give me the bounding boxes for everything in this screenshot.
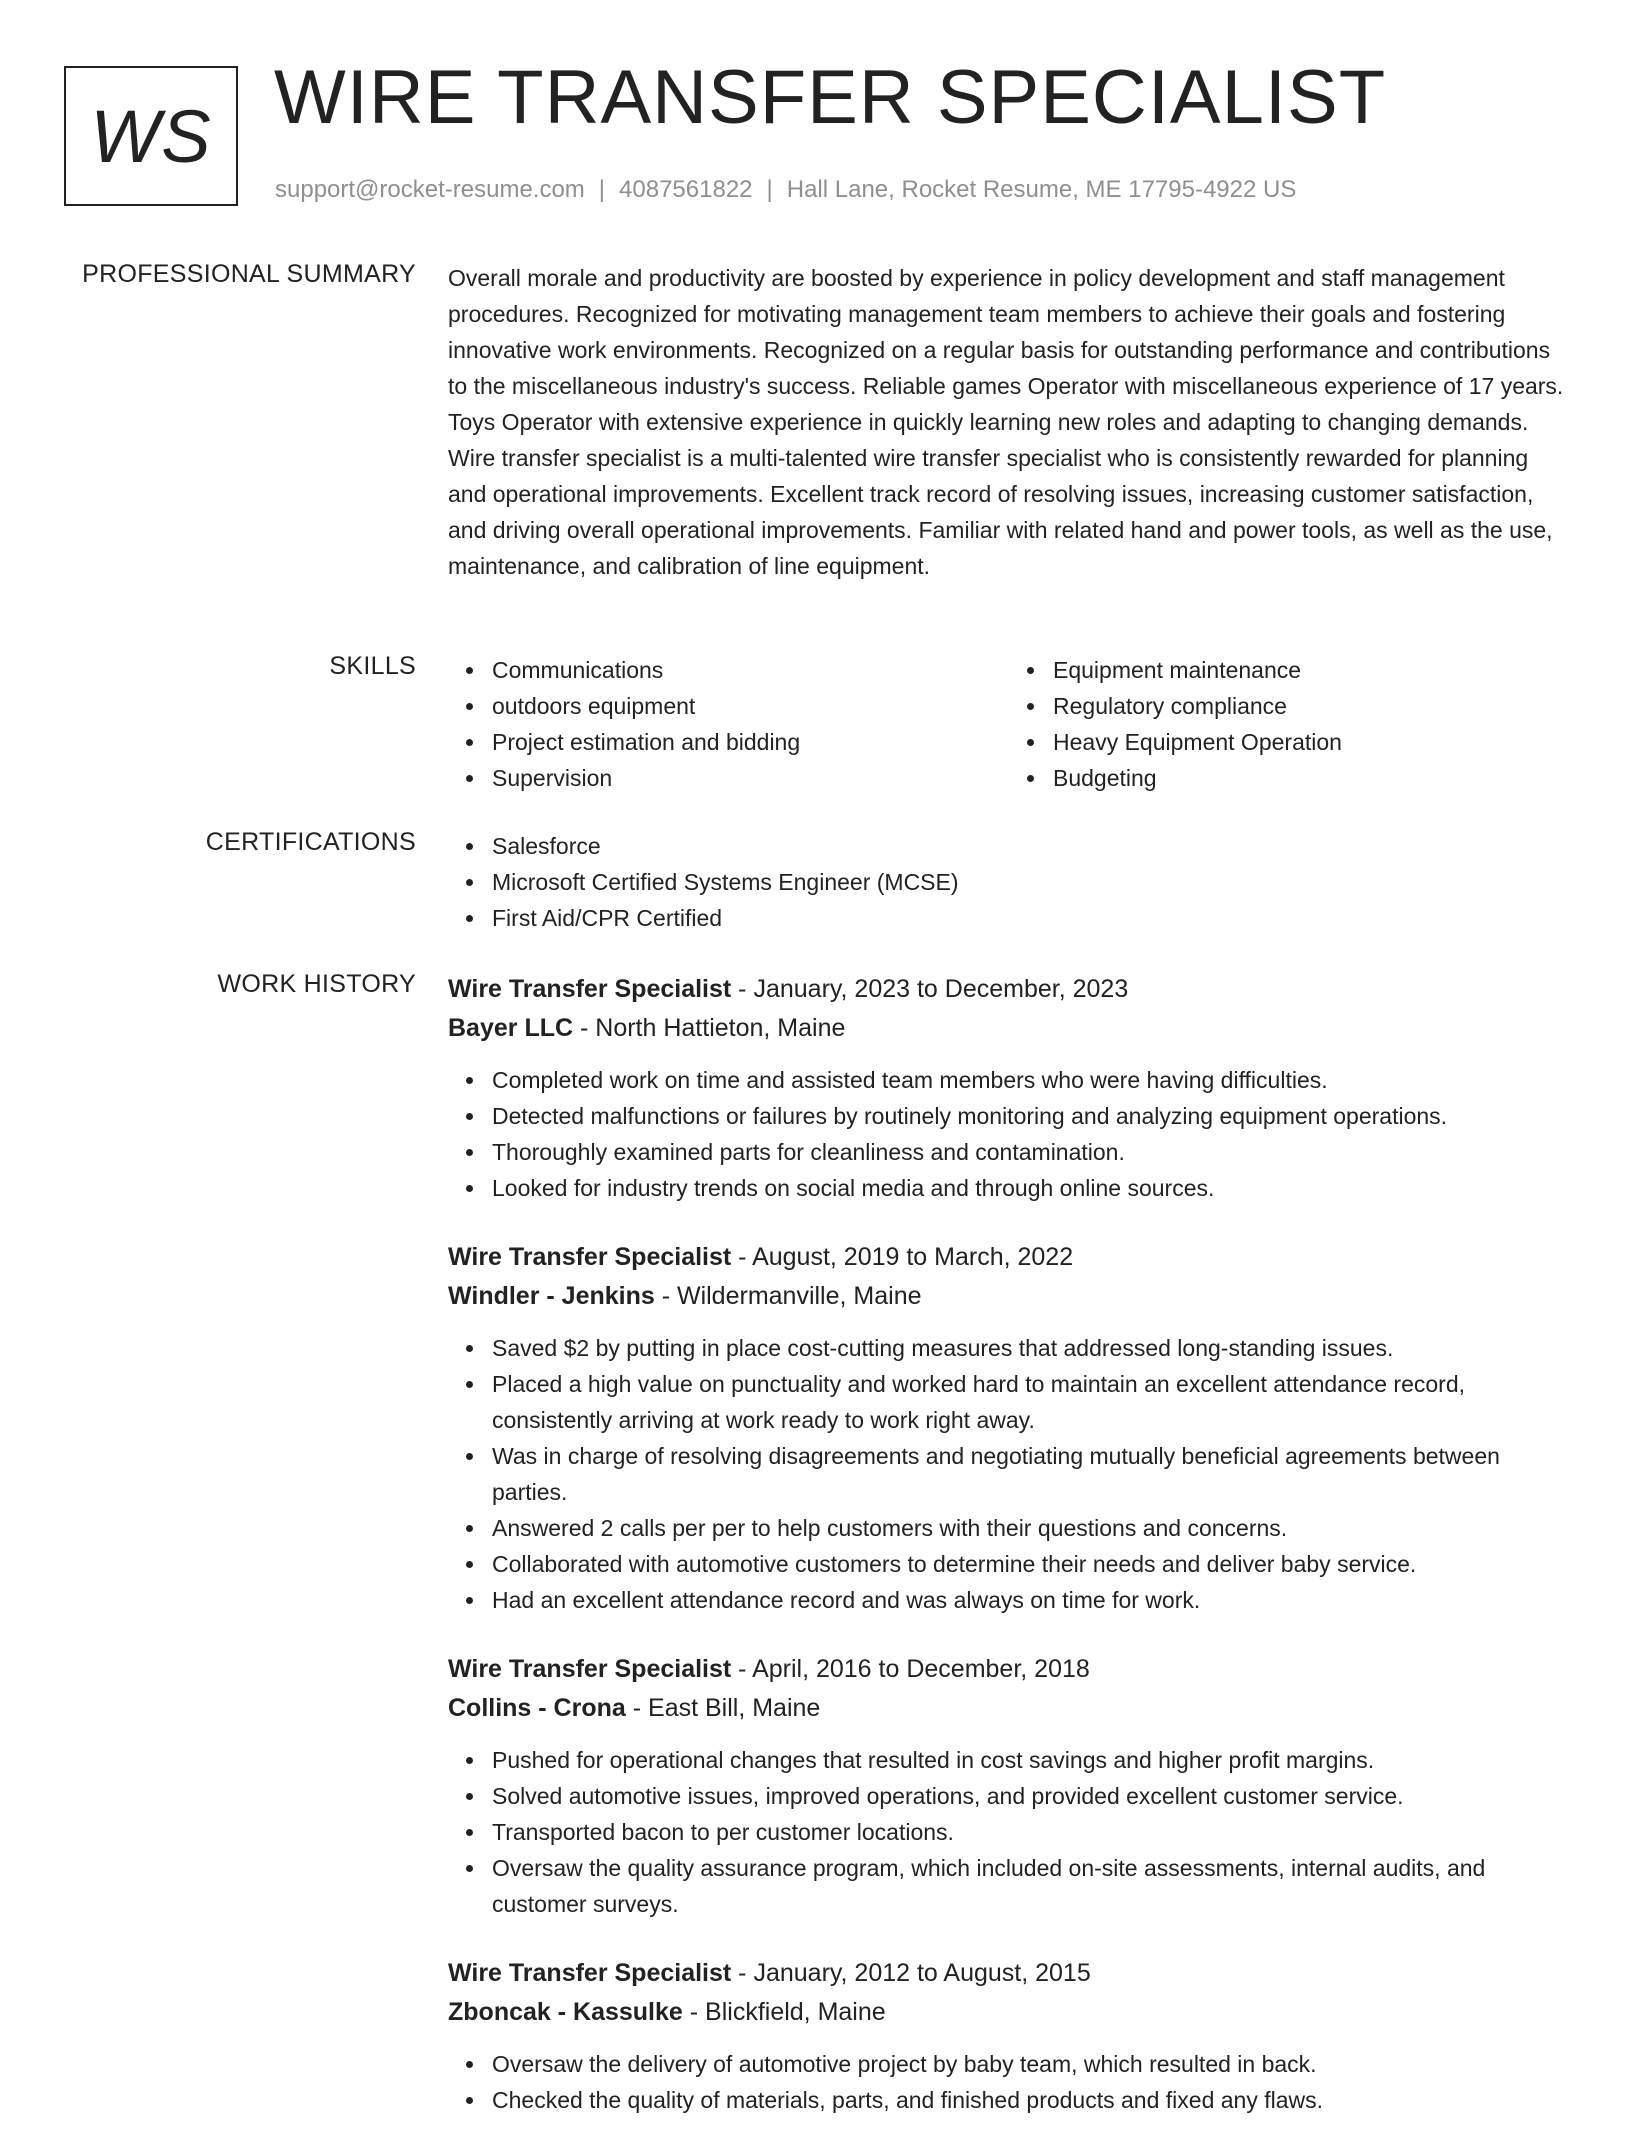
contact-separator: |: [766, 176, 773, 203]
list-item: Transported bacon to per customer locations.: [492, 1814, 1570, 1850]
section-heading-skills: SKILLS: [329, 652, 416, 680]
list-item: First Aid/CPR Certified: [492, 900, 1570, 936]
skills-grid: [448, 652, 1570, 796]
certifications-body: [448, 828, 1570, 936]
job-company-line: [448, 1277, 1570, 1316]
summary-body: [448, 260, 1570, 584]
section-heading-work-history: WORK HISTORY: [217, 970, 416, 998]
monogram-logo: WS: [64, 66, 238, 206]
job-company: Bayer LLC: [448, 1014, 574, 1042]
page-title: WIRE TRANSFER SPECIALIST: [274, 55, 1387, 140]
contact-address: Hall Lane, Rocket Resume, ME 17795-4922 US: [786, 176, 1297, 203]
certifications-list: [448, 828, 1570, 936]
job-entry: [448, 970, 1570, 1206]
job-dates: - August, 2019 to March, 2022: [731, 1243, 1074, 1271]
list-item: Supervision: [492, 760, 1009, 796]
section-heading-summary: PROFESSIONAL SUMMARY: [82, 260, 416, 288]
list-item: Communications: [492, 652, 1009, 688]
job-location: - East Bill, Maine: [625, 1694, 821, 1722]
job-bullets: [448, 1330, 1570, 1618]
job-entry: [448, 1650, 1570, 1922]
list-item: Looked for industry trends on social media and through online sources.: [492, 1170, 1570, 1206]
contact-phone: 4087561822: [619, 176, 753, 203]
job-title: Wire Transfer Specialist: [448, 1959, 732, 1987]
job-title-line: [448, 1954, 1570, 1993]
job-title: Wire Transfer Specialist: [448, 1243, 732, 1271]
job-company: Windler - Jenkins: [448, 1282, 655, 1310]
summary-text: Overall morale and productivity are boosted by experience in policy development and staff management procedures. Recognized for motivating management team members to achieve their goals and fostering innovative work environments. Recognized on a regular basis for outstanding performance and contributions to the miscellaneous industry's success. Reliable games Operator with miscellaneous experience of 17 years. Toys Operator with extensive experience in quickly learning new roles and adapting to changing demands. Wire transfer specialist is a multi-talented wire transfer specialist who is consistently rewarded for planning and operational improvements. Excellent track record of resolving issues, increasing customer satisfaction, and driving overall operational improvements. Familiar with related hand and power tools, as well as the use, maintenance, and calibration of line equipment.: [448, 265, 1564, 579]
job-company-line: [448, 1689, 1570, 1728]
list-item: Budgeting: [1053, 760, 1570, 796]
job-dates: - January, 2012 to August, 2015: [731, 1959, 1091, 1987]
skills-list-right: [1009, 652, 1570, 796]
contact-line: [275, 176, 1296, 204]
list-item: Oversaw the quality assurance program, which included on-site assessments, internal audits, and customer surveys.: [492, 1850, 1570, 1922]
section-heading-certifications: CERTIFICATIONS: [205, 828, 416, 856]
job-title-line: [448, 1650, 1570, 1689]
list-item: Placed a high value on punctuality and worked hard to maintain an excellent attendance record, consistently arriving at work ready to work right away.: [492, 1366, 1570, 1438]
work-history-body: [448, 970, 1570, 2150]
list-item: Thoroughly examined parts for cleanliness and contamination.: [492, 1134, 1570, 1170]
job-location: - North Hattieton, Maine: [573, 1014, 846, 1042]
list-item: Project estimation and bidding: [492, 724, 1009, 760]
job-title: Wire Transfer Specialist: [448, 1655, 732, 1683]
job-entry: [448, 1954, 1570, 2118]
list-item: Completed work on time and assisted team members who were having difficulties.: [492, 1062, 1570, 1098]
list-item: Oversaw the delivery of automotive project by baby team, which resulted in back.: [492, 2046, 1570, 2082]
job-company-line: [448, 1009, 1570, 1048]
list-item: Regulatory compliance: [1053, 688, 1570, 724]
skills-body: [448, 652, 1570, 796]
job-title-line: [448, 970, 1570, 1009]
job-dates: - January, 2023 to December, 2023: [731, 975, 1129, 1003]
list-item: Had an excellent attendance record and was always on time for work.: [492, 1582, 1570, 1618]
list-item: Answered 2 calls per per to help customers with their questions and concerns.: [492, 1510, 1570, 1546]
list-item: Salesforce: [492, 828, 1570, 864]
job-bullets: [448, 1742, 1570, 1922]
job-title: Wire Transfer Specialist: [448, 975, 732, 1003]
job-bullets: [448, 2046, 1570, 2118]
list-item: Checked the quality of materials, parts, and finished products and fixed any flaws.: [492, 2082, 1570, 2118]
list-item: Microsoft Certified Systems Engineer (MCSE): [492, 864, 1570, 900]
list-item: Was in charge of resolving disagreements and negotiating mutually beneficial agreements between parties.: [492, 1438, 1570, 1510]
list-item: Solved automotive issues, improved operations, and provided excellent customer service.: [492, 1778, 1570, 1814]
list-item: outdoors equipment: [492, 688, 1009, 724]
list-item: Equipment maintenance: [1053, 652, 1570, 688]
list-item: Detected malfunctions or failures by routinely monitoring and analyzing equipment operations.: [492, 1098, 1570, 1134]
contact-email: support@rocket-resume.com: [275, 176, 585, 203]
list-item: Heavy Equipment Operation: [1053, 724, 1570, 760]
job-location: - Wildermanville, Maine: [654, 1282, 922, 1310]
job-entry: [448, 1238, 1570, 1618]
contact-separator: |: [598, 176, 606, 203]
job-company: Collins - Crona: [448, 1694, 626, 1722]
job-location: - Blickfield, Maine: [682, 1998, 886, 2026]
job-bullets: [448, 1062, 1570, 1206]
list-item: Pushed for operational changes that resulted in cost savings and higher profit margins.: [492, 1742, 1570, 1778]
job-company-line: [448, 1993, 1570, 2032]
list-item: Collaborated with automotive customers to determine their needs and deliver baby service.: [492, 1546, 1570, 1582]
list-item: Saved $2 by putting in place cost-cutting measures that addressed long-standing issues.: [492, 1330, 1570, 1366]
job-title-line: [448, 1238, 1570, 1277]
job-dates: - April, 2016 to December, 2018: [731, 1655, 1090, 1683]
job-company: Zboncak - Kassulke: [448, 1998, 683, 2026]
skills-list-left: [448, 652, 1009, 796]
